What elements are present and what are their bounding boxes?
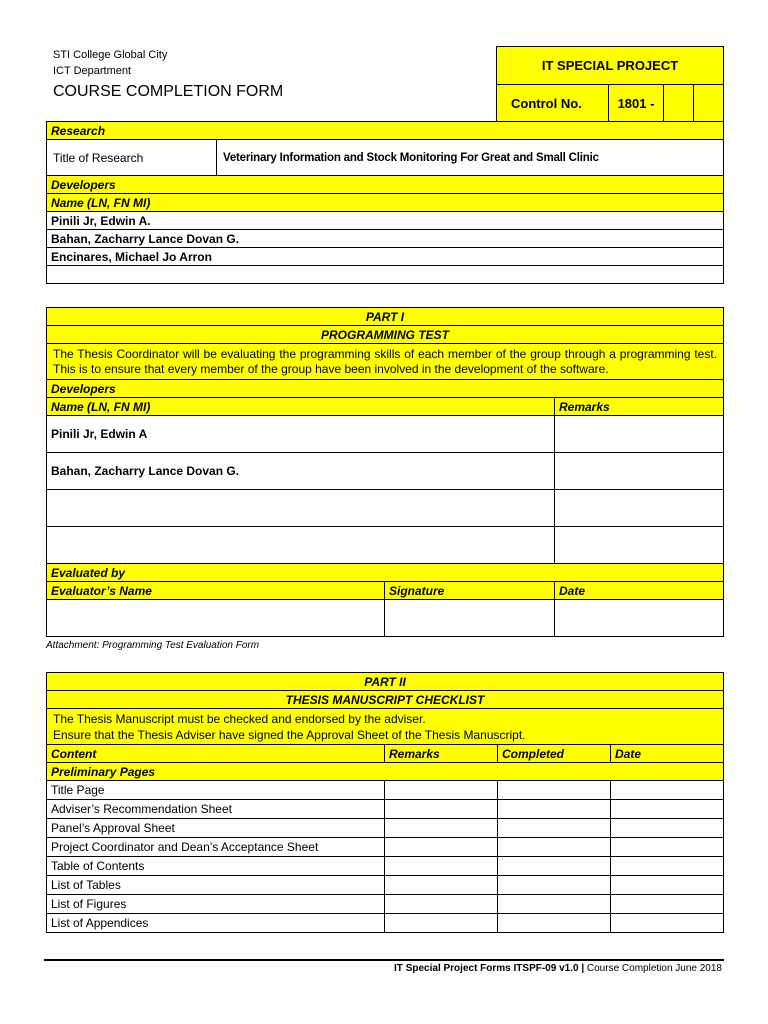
- title-of-research-label: Title of Research: [47, 140, 217, 176]
- checklist-cell: [611, 895, 724, 914]
- remarks-cell: [555, 453, 724, 490]
- checklist-cell: [498, 838, 611, 857]
- checklist-item: Title Page: [47, 781, 385, 800]
- evaluated-by-label: Evaluated by: [47, 564, 724, 582]
- checklist-cell: [385, 857, 498, 876]
- part2-label: PART II: [47, 673, 724, 691]
- developer-name: Pinili Jr, Edwin A.: [47, 212, 724, 230]
- checklist-cell: [385, 800, 498, 819]
- date-label: Date: [555, 582, 724, 600]
- developer-name: [47, 266, 724, 284]
- part1-developers-label: Developers: [47, 380, 724, 398]
- checklist-cell: [498, 895, 611, 914]
- checklist-cell: [611, 819, 724, 838]
- part2-description-line: Ensure that the Thesis Adviser have signed the Approval Sheet of the Thesis Manuscript.: [53, 727, 526, 742]
- checklist-cell: [385, 876, 498, 895]
- checklist-cell: [611, 800, 724, 819]
- name-column-label: Name (LN, FN MI): [47, 194, 724, 212]
- control-cell: [664, 85, 694, 123]
- part2-table: [46, 672, 724, 933]
- preliminary-pages-label: Preliminary Pages: [47, 763, 724, 781]
- footer-form-desc: Course Completion June 2018: [584, 963, 722, 974]
- part2-remarks-label: Remarks: [385, 745, 498, 763]
- checklist-item: List of Figures: [47, 895, 385, 914]
- checklist-cell: [498, 819, 611, 838]
- footer-divider: [44, 959, 724, 961]
- checklist-item: List of Tables: [47, 876, 385, 895]
- remarks-cell: [555, 527, 724, 564]
- signature-label: Signature: [385, 582, 555, 600]
- checklist-cell: [385, 895, 498, 914]
- part2-date-label: Date: [611, 745, 724, 763]
- checklist-item: Table of Contents: [47, 857, 385, 876]
- developer-name: Encinares, Michael Jo Arron: [47, 248, 724, 266]
- completed-column-label: Completed: [498, 745, 611, 763]
- checklist-item: Project Coordinator and Dean’s Acceptance Sheet: [47, 838, 385, 857]
- checklist-cell: [498, 781, 611, 800]
- part1-remarks-label: Remarks: [555, 398, 724, 416]
- part1-name-column-label: Name (LN, FN MI): [47, 398, 555, 416]
- checklist-cell: [611, 857, 724, 876]
- part2-description: [47, 709, 724, 745]
- checklist-cell: [498, 800, 611, 819]
- project-box: [496, 46, 724, 123]
- footer-form-code: IT Special Project Forms ITSPF-09 v1.0 |: [394, 963, 585, 974]
- control-cell: [694, 85, 724, 123]
- part1-description: The Thesis Coordinator will be evaluating the programming skills of each member of the group through a programming test. This is to ensure that every member of the group have been involved in the development of the software.: [47, 344, 724, 380]
- checklist-cell: [385, 838, 498, 857]
- checklist-cell: [385, 781, 498, 800]
- part2-description-line: The Thesis Manuscript must be checked and endorsed by the adviser.: [53, 711, 426, 726]
- date-cell: [555, 600, 724, 637]
- checklist-cell: [611, 914, 724, 933]
- checklist-item: Adviser’s Recommendation Sheet: [47, 800, 385, 819]
- form-title: COURSE COMPLETION FORM: [53, 83, 284, 100]
- part1-label: PART I: [47, 308, 724, 326]
- research-table: [46, 121, 724, 284]
- checklist-item: List of Appendices: [47, 914, 385, 933]
- checklist-cell: [611, 781, 724, 800]
- part1-developer-name: [47, 490, 555, 527]
- part1-developer-name: [47, 527, 555, 564]
- evaluator-name-label: Evaluator’s Name: [47, 582, 385, 600]
- checklist-cell: [385, 914, 498, 933]
- part1-heading: PROGRAMMING TEST: [47, 326, 724, 344]
- control-value: 1801 -: [609, 85, 664, 123]
- part1-developer-name: Bahan, Zacharry Lance Dovan G.: [47, 453, 555, 490]
- checklist-cell: [385, 819, 498, 838]
- developers-label: Developers: [47, 176, 724, 194]
- control-label: Control No.: [497, 85, 609, 123]
- checklist-item: Panel’s Approval Sheet: [47, 819, 385, 838]
- project-label: IT SPECIAL PROJECT: [497, 47, 724, 85]
- attachment-note: Attachment: Programming Test Evaluation Form: [46, 640, 260, 651]
- school-name: STI College Global City: [53, 49, 168, 61]
- evaluator-name-cell: [47, 600, 385, 637]
- part1-table: [46, 307, 724, 637]
- checklist-cell: [498, 857, 611, 876]
- checklist-cell: [611, 876, 724, 895]
- signature-cell: [385, 600, 555, 637]
- part1-developer-name: Pinili Jr, Edwin A: [47, 416, 555, 453]
- title-of-research-value: Veterinary Information and Stock Monitoring For Great and Small Clinic: [217, 140, 724, 176]
- checklist-cell: [498, 876, 611, 895]
- research-section-label: Research: [47, 122, 724, 140]
- footer: [394, 963, 722, 974]
- department-name: ICT Department: [53, 65, 132, 77]
- part2-heading: THESIS MANUSCRIPT CHECKLIST: [47, 691, 724, 709]
- remarks-cell: [555, 490, 724, 527]
- content-column-label: Content: [47, 745, 385, 763]
- developer-name: Bahan, Zacharry Lance Dovan G.: [47, 230, 724, 248]
- remarks-cell: [555, 416, 724, 453]
- checklist-cell: [611, 838, 724, 857]
- checklist-cell: [498, 914, 611, 933]
